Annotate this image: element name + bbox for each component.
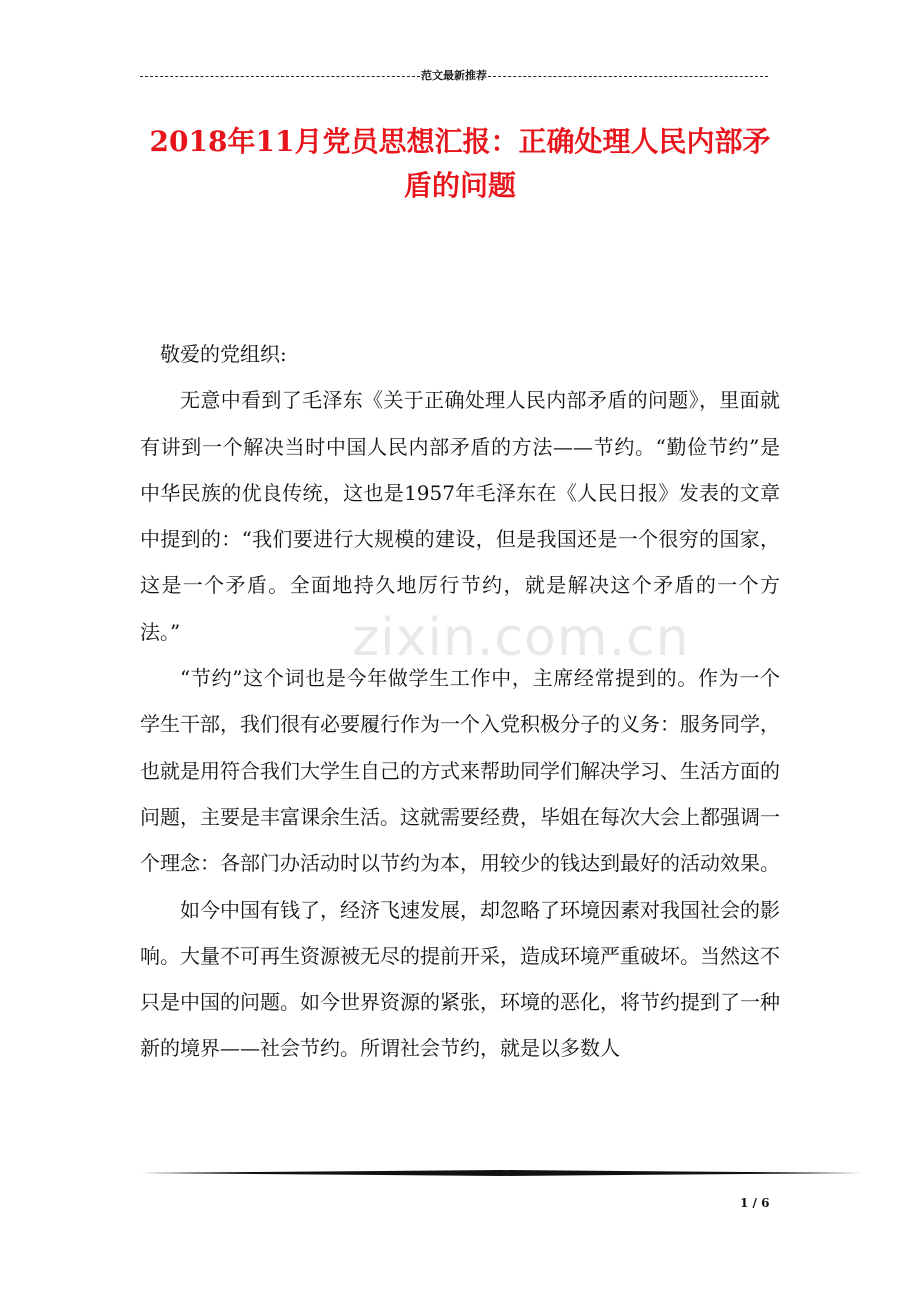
- page-number: 1 / 6: [740, 1196, 770, 1210]
- page-header: [140, 68, 768, 84]
- paragraph-3: 如今中国有钱了，经济飞速发展，却忽略了环境因素对我国社会的影响。大量不可再生资源被无尽的提前开采，造成环境严重破坏。当然这不只是中国的问题。如今世界资源的紧张，环境的恶化，将节约提到了一种新的境界——社会节约。所谓社会节约，就是以多数人: [140, 897, 780, 1061]
- header-dashed-line-right: [488, 76, 768, 77]
- paragraph-2: “节约”这个词也是今年做学生工作中，主席经常提到的。作为一个学生干部，我们很有必要履行作为一个入党积极分子的义务：服务同学，也就是用符合我们大学生自己的方式来帮助同学们解决学习、生活方面的问题，主要是丰富课余生活。这就需要经费，毕姐在每次大会上都强调一个理念：各部门办活动时以节约为本，用较少的钱达到最好的活动效果。: [140, 666, 780, 876]
- salutation: 敬爱的党组织:: [160, 342, 287, 366]
- watermark: zixin.com.cn: [352, 608, 690, 668]
- footer-rule: [140, 1170, 863, 1176]
- header-label: 范文最新推荐: [421, 69, 487, 82]
- document-body: [140, 331, 780, 1072]
- paragraph-1: 无意中看到了毛泽东《关于正确处理人民内部矛盾的问题》，里面就有讲到一个解决当时中国人民内部矛盾的方法——节约。“勤俭节约”是中华民族的优良传统，这也是1957年毛泽东在《人民日报》发表的文章中提到的：“我们要进行大规模的建设，但是我国还是一个很穷的国家，这是一个矛盾。全面地持久地厉行节约，就是解决这个矛盾的一个方法。”: [140, 388, 780, 644]
- document-title: 2018年11月党员思想汇报：正确处理人民内部矛盾的问题: [149, 125, 771, 202]
- header-dashed-line-left: [140, 76, 420, 77]
